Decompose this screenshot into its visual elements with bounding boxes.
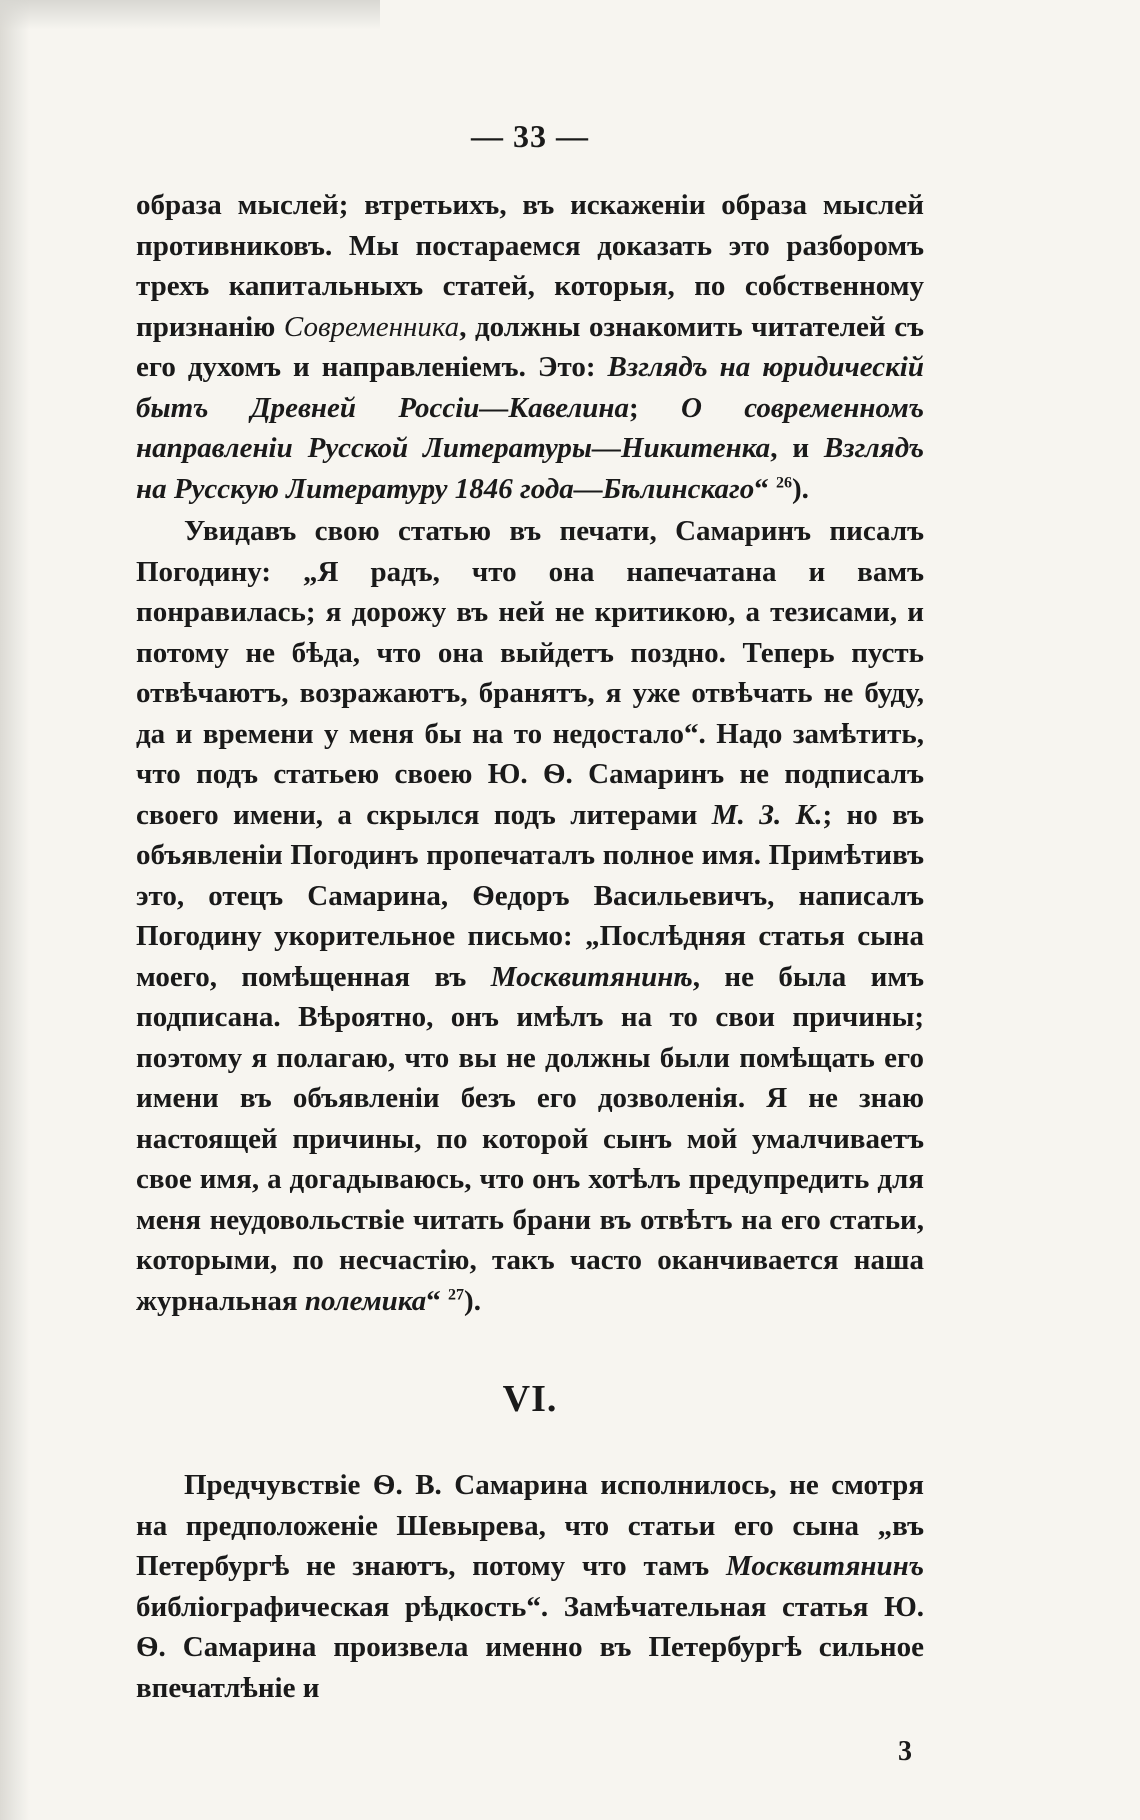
paragraph-2 (136, 511, 924, 1321)
paragraph-1-text: ). (791, 472, 809, 505)
page-number: — 33 — (471, 118, 589, 154)
paragraph-2-text: ). (464, 1284, 481, 1317)
paragraph-2-text: , не была имъ подписана. Вѣроятно, онъ имѣлъ на то свои причины; поэтому я полагаю, что вы не должны были помѣщать его имени въ объявленіи безъ его дозволенія. Я не знаю настоящей причины, по которой сынъ мой умалчиваетъ свое имя, а догадываюсь, что онъ хотѣлъ предупредить для меня неудовольствіе читать брани въ отвѣтъ на его статьи, которыми, по несчастію, такъ часто оканчивается наша журнальная (136, 960, 924, 1317)
italic-article-title: О современномъ направленіи Русской Литературы—Никитенка (136, 391, 924, 464)
paragraph-1-text: образа мыслей; втретьихъ, въ искаженіи образа мыслей противниковъ. Мы постараемся доказать это разборомъ трехъ капитальныхъ статей, которыя, по собственному признанію (136, 189, 924, 343)
footnote-marker: 27 (448, 1285, 465, 1303)
italic-article-title: Взглядъ на юридическій бытъ Древней Россіи—Кавелина (136, 351, 924, 424)
italic-article-title: Взглядъ на Русскую Литературу 1846 года—Бѣлинскаго (136, 432, 924, 505)
paragraph-3-text: Предчувствіе Ѳ. В. Самарина исполнилось, не смотря на предположеніе Шевырева, что статьи его сына „въ Петербургѣ не знаютъ, потому что тамъ (136, 1469, 924, 1582)
paragraph-2-text: Увидавъ свою статью въ печати, Самаринъ писалъ Погодину: „Я радъ, что она напечатана и вамъ понравилась; я дорожу въ ней не критикою, а тезисами, и потому не бѣда, что она выйдетъ поздно. Теперь пусть отвѣчаютъ, возражаютъ, бранятъ, я уже отвѣчать не буду, да и времени у меня бы на то недостало“. Надо замѣтить, что подъ статьею своею Ю. Ѳ. Самаринъ не подписалъ своего имени, а скрылся подъ литерами (136, 515, 924, 831)
paragraph-2-text: ; но въ объявленіи Погодинъ пропечаталъ полное имя. Примѣтивъ это, отецъ Самарина, Ѳедоръ Васильевичъ, написалъ Погодину укорительное письмо: „Послѣдняя статья сына моего, помѣщенная въ (136, 798, 924, 993)
page-corner-shadow (0, 0, 380, 30)
paragraph-3 (136, 1465, 924, 1708)
italic-journal-title: Современника (283, 310, 460, 343)
paragraph-2-text: “ (426, 1284, 449, 1317)
page-spine-shadow (0, 0, 30, 1820)
paragraph-3-text: библіографическая рѣдкость“. Замѣчательная статья Ю. Ѳ. Самарина произвела именно въ Петербургѣ сильное впечатлѣніе и (136, 1590, 924, 1704)
italic-initials: М. З. К. (711, 798, 823, 831)
italic-journal-title: Москвитянинъ (726, 1550, 924, 1582)
italic-word: полемика (304, 1284, 427, 1317)
paragraph-1-text: , должны ознакомить читателей съ его духомъ и направленіемъ. Это: (136, 310, 924, 383)
footnote-marker: 26 (775, 473, 792, 491)
section-heading: VI. (502, 1378, 558, 1420)
signature-mark: 3 (898, 1736, 912, 1767)
text-block (136, 118, 924, 1768)
paragraph-1 (136, 185, 924, 509)
paragraph-1-text: ; (628, 391, 681, 424)
paragraph-1-text: “ (754, 472, 776, 505)
paragraph-1-text: , и (770, 432, 824, 464)
italic-journal-title: Москвитянинѣ (490, 960, 693, 993)
